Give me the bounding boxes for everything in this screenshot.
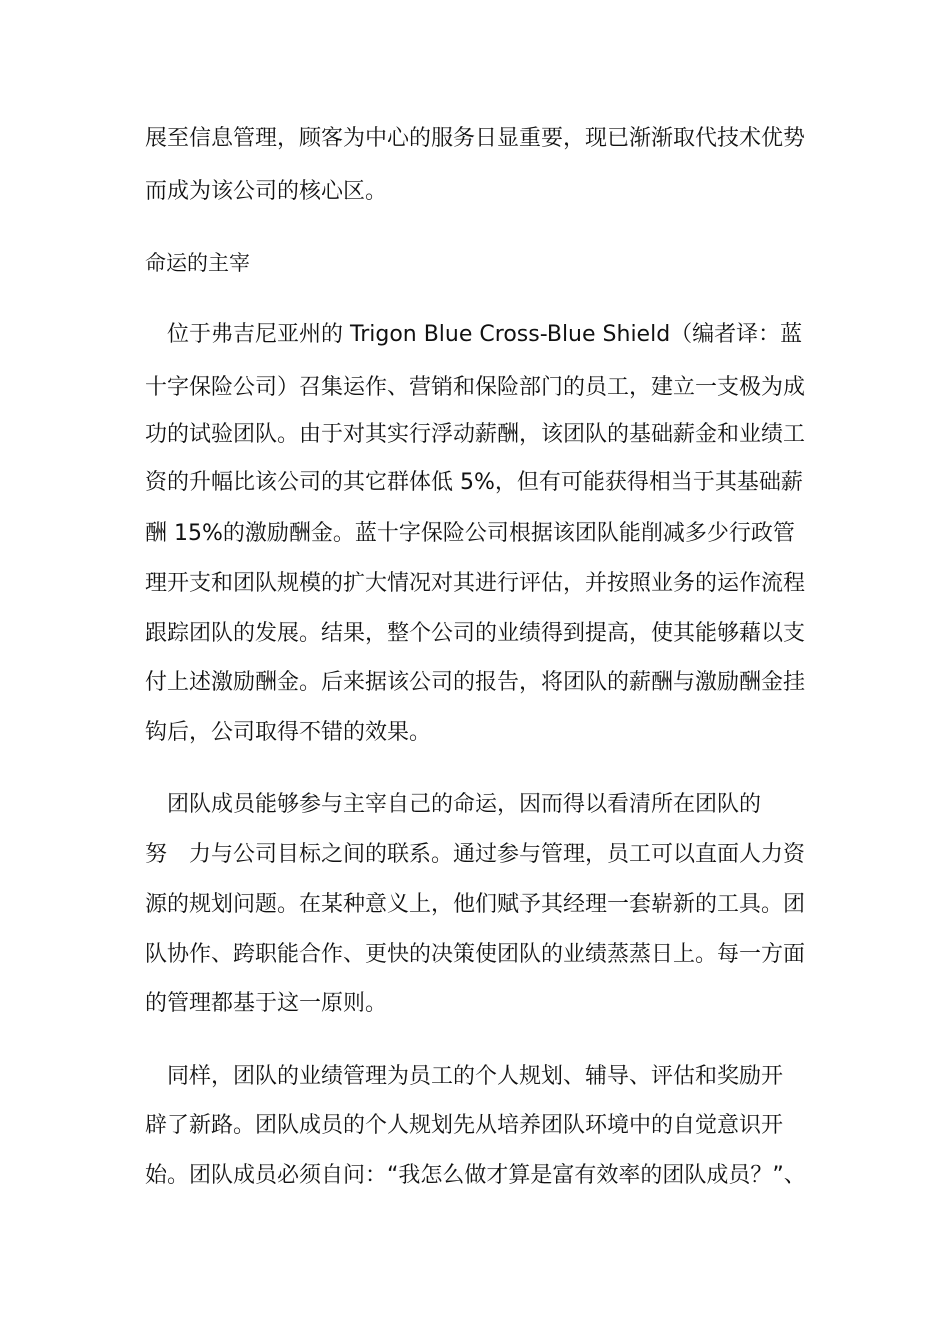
paragraph-2-line-2: 努 力与公司目标之间的联系。通过参与管理，员工可以直面人力资: [145, 842, 806, 867]
paragraph-1-line-3: 功的试验团队。由于对其实行浮动薪酬，该团队的基础薪金和业绩工: [145, 422, 806, 447]
paragraph-3-line-2: 辟了新路。团队成员的个人规划先从培养团队环境中的自觉意识开: [145, 1113, 784, 1138]
paragraph-2-line-5: 的管理都基于这一原则。: [145, 991, 388, 1016]
paragraph-1-line-5: 酬 15%的激励酬金。蓝十字保险公司根据该团队能削减多少行政管: [145, 521, 795, 546]
paragraph-1-line-1: 位于弗吉尼亚州的 Trigon Blue Cross-Blue Shield（编者译：蓝: [145, 322, 803, 347]
paragraph-1-line-9: 钩后，公司取得不错的效果。: [145, 720, 432, 745]
section-heading: 命运的主宰: [145, 251, 250, 275]
paragraph-1-line-6: 理开支和团队规模的扩大情况对其进行评估，并按照业务的运作流程: [145, 571, 806, 596]
paragraph-1-line-2: 十字保险公司）召集运作、营销和保险部门的员工，建立一支极为成: [145, 375, 806, 400]
paragraph-3-line-3: 始。团队成员必须自问：“我怎么做才算是富有效率的团队成员？”、: [145, 1163, 806, 1188]
paragraph-2-line-4: 队协作、跨职能合作、更快的决策使团队的业绩蒸蒸日上。每一方面: [145, 942, 806, 967]
intro-line-1: 展至信息管理，顾客为中心的服务日显重要，现已渐渐取代技术优势: [145, 126, 806, 151]
paragraph-2-line-1: 团队成员能够参与主宰自己的命运，因而得以看清所在团队的: [145, 792, 762, 817]
intro-line-2: 而成为该公司的核心区。: [145, 179, 388, 204]
paragraph-1-line-8: 付上述激励酬金。后来据该公司的报告，将团队的薪酬与激励酬金挂: [145, 670, 806, 695]
paragraph-1-line-4: 资的升幅比该公司的其它群体低 5%，但有可能获得相当于其基础薪: [145, 470, 803, 495]
paragraph-1-line-7: 跟踪团队的发展。结果，整个公司的业绩得到提高，使其能够藉以支: [145, 621, 806, 646]
paragraph-3-line-1: 同样，团队的业绩管理为员工的个人规划、辅导、评估和奖励开: [145, 1064, 784, 1089]
paragraph-2-line-3: 源的规划问题。在某种意义上，他们赋予其经理一套崭新的工具。团: [145, 892, 806, 917]
